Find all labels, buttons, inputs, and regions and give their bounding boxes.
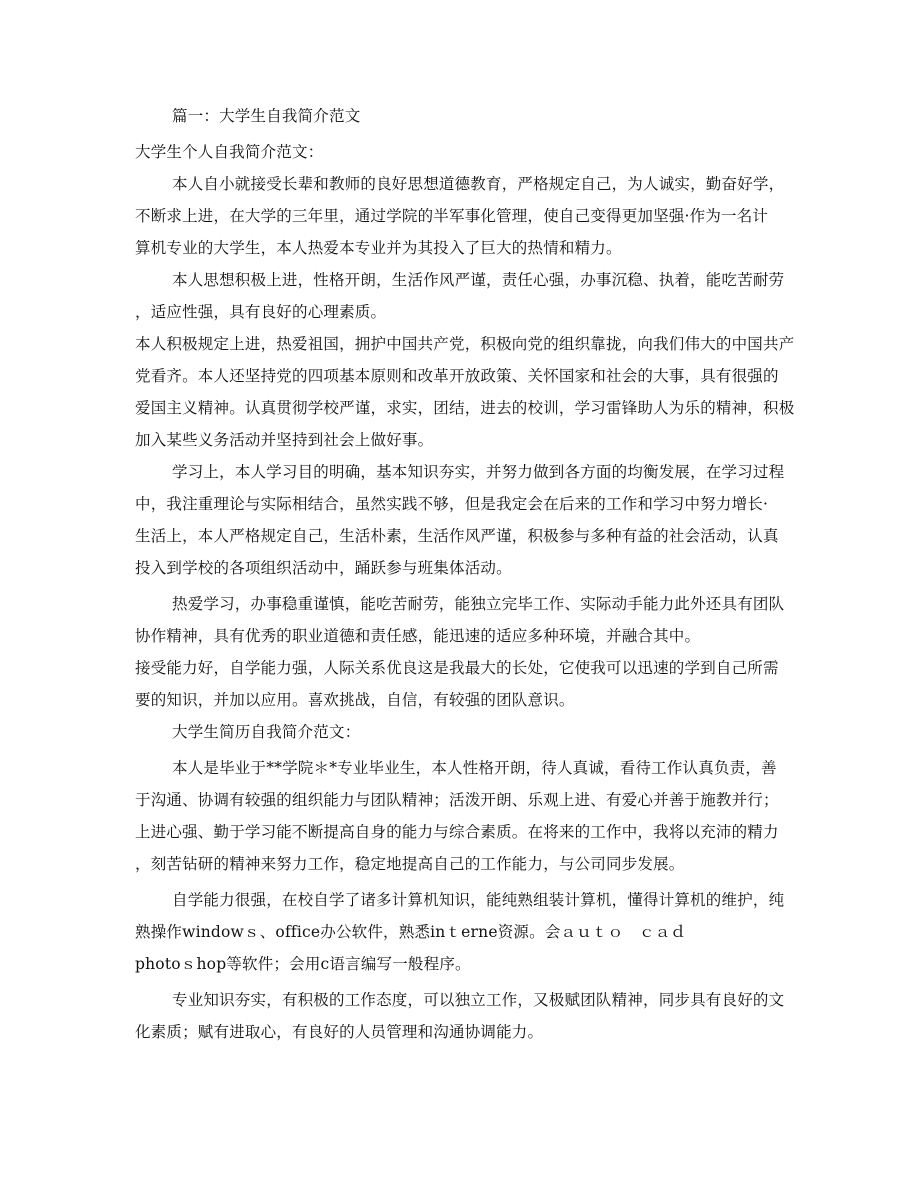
- paragraph-line: 热爱学习，办事稳重谨慎，能吃苦耐劳，能独立完毕工作、实际动手能力此外还具有团队: [172, 595, 785, 613]
- paragraph-line: 不断求上进，在大学的三年里，通过学院的半军事化管理，使自己变得更加坚强·作为一名计: [135, 207, 769, 225]
- paragraph-line: 本人思想积极上进，性格开朗，生活作风严谨，责任心强，办事沉稳、执着，能吃苦耐劳: [172, 271, 785, 289]
- paragraph-line: 生活上，本人严格规定自己，生活朴素，生活作风严谨，积极参与多种有益的社会活动，认真: [135, 527, 779, 545]
- paragraph-line: 学习上，本人学习目的明确，基本知识夯实，并努力做到各方面的均衡发展，在学习过程: [172, 463, 785, 481]
- paragraph-line: 化素质；赋有进取心，有良好的人员管理和沟通协调能力。: [135, 1023, 544, 1041]
- section-title: 篇一：大学生自我简介范文: [172, 107, 361, 125]
- paragraph-line: ，适应性强，具有良好的心理素质。: [135, 303, 387, 321]
- paragraph-line: 要的知识，并加以应用。喜欢挑战，自信，有较强的团队意识。: [135, 691, 575, 709]
- paragraph-line: 本人积极规定上进，热爱祖国，拥护中国共产党，积极向党的组织靠拢，向我们伟大的中国共产: [135, 335, 795, 353]
- paragraph-line: 上进心强、勤于学习能不断提高自身的能力与综合素质。在将来的工作中，我将以充沛的精力: [135, 823, 779, 841]
- paragraph-line: 爱国主义精神。认真贯彻学校严谨，求实，团结，进去的校训，学习雷锋助人为乐的精神，积极: [135, 399, 795, 417]
- paragraph-line: 加入某些义务活动并坚持到社会上做好事。: [135, 431, 434, 449]
- subheading: 大学生个人自我简介范文：: [135, 143, 324, 161]
- subheading: 大学生简历自我简介范文：: [172, 723, 361, 741]
- paragraph-line: 本人是毕业于**学院＊*专业毕业生，本人性格开朗，待人真诚，看待工作认真负责，善: [172, 759, 777, 777]
- paragraph-line: 熟操作windowｓ、office办公软件，熟悉inｔerne资源。会ａｕｔｏ ｃａｄ: [135, 923, 687, 941]
- paragraph-line: 协作精神，具有优秀的职业道德和责任感，能迅速的适应多种环境，并融合其中。: [135, 627, 701, 645]
- paragraph-line: 自学能力很强，在校自学了诸多计算机知识，能纯熟组装计算机，懂得计算机的维护，纯: [172, 891, 785, 909]
- paragraph-line: 本人自小就接受长辈和教师的良好思想道德教育，严格规定自己，为人诚实，勤奋好学，: [172, 175, 785, 193]
- paragraph-line: 党看齐。本人还坚持党的四项基本原则和改革开放政策、关怀国家和社会的大事，具有很强的: [135, 367, 779, 385]
- paragraph-line: 投入到学校的各项组织活动中，踊跃参与班集体活动。: [135, 559, 512, 577]
- paragraph-line: ，刻苦钻研的精神来努力工作，稳定地提高自己的工作能力，与公司同步发展。: [135, 855, 685, 873]
- paragraph-line: 算机专业的大学生，本人热爱本专业并为其投入了巨大的热情和精力。: [135, 239, 622, 257]
- paragraph-line: 接受能力好，自学能力强，人际关系优良这是我最大的长处，它使我可以迅速的学到自己所需: [135, 659, 779, 677]
- paragraph-line: 于沟通、协调有较强的组织能力与团队精神；活泼开朗、乐观上进、有爱心并善于施教并行；: [135, 791, 779, 809]
- paragraph-line: 中，我注重理论与实际相结合，虽然实践不够，但是我定会在后来的工作和学习中努力增长·: [135, 495, 769, 513]
- paragraph-line: 专业知识夯实，有积极的工作态度，可以独立工作，又极赋团队精神，同步具有良好的文: [172, 991, 785, 1009]
- paragraph-line: photoｓhop等软件；会用c语言编写一般程序。: [135, 955, 471, 973]
